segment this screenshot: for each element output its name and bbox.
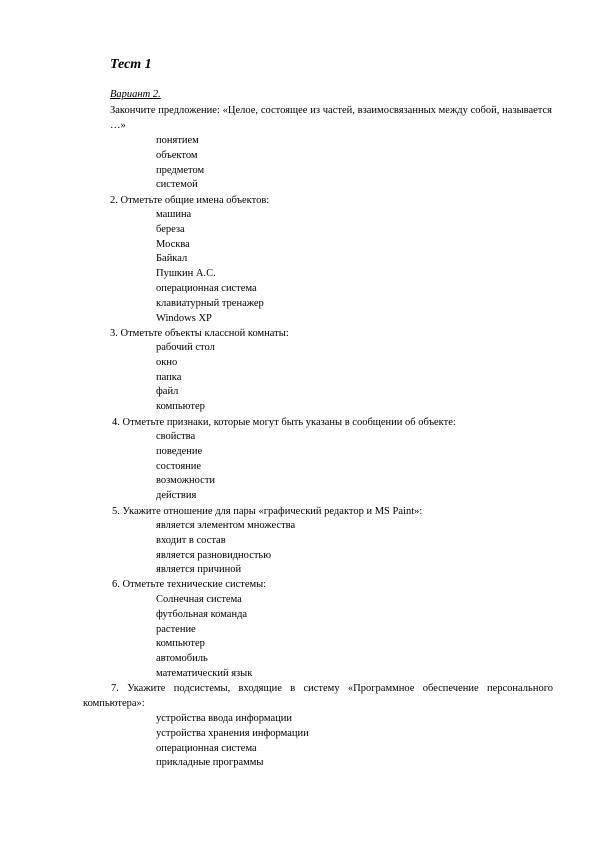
answer-option [139, 237, 190, 252]
answer-option [139, 429, 195, 444]
answer-option-label: Windows XP [156, 312, 212, 324]
answer-option-label: автомобиль [156, 653, 208, 665]
answer-option-label: входит в состав [156, 534, 226, 546]
answer-option [139, 622, 196, 637]
answer-option [139, 607, 247, 622]
variant-label: Вариант 2. [110, 89, 161, 100]
answer-option [139, 562, 241, 577]
answer-option-label: системой [156, 179, 198, 191]
answer-option-label: футбольная команда [156, 608, 248, 620]
answer-option [139, 281, 257, 296]
answer-option-label: машина [156, 209, 192, 220]
answer-option [139, 726, 309, 741]
answer-option-label: является элементом множества [156, 520, 296, 531]
answer-option-label: Солнечная система [156, 594, 242, 605]
answer-option [139, 207, 191, 222]
page-title: Тест 1 [110, 57, 152, 72]
answer-option [139, 384, 178, 399]
answer-option [139, 636, 205, 651]
answer-option-label: операционная система [156, 283, 257, 294]
question-4-text: 4. Отметьте признаки, которые могут быть указаны в сообщении об объекте: [112, 417, 456, 428]
answer-option [139, 488, 196, 503]
answer-option-label: береза [156, 223, 185, 235]
answer-option [139, 533, 226, 548]
answer-option [139, 548, 271, 563]
answer-option [139, 340, 215, 355]
answer-option-label: предметом [156, 164, 205, 176]
answer-option [139, 711, 292, 726]
answer-option-label: свойства [156, 431, 196, 442]
answer-option [139, 741, 257, 756]
answer-option-label: поведение [156, 445, 203, 457]
answer-option [139, 518, 295, 533]
question-3-text: 3. Отметьте объекты классной комнаты: [110, 328, 289, 339]
question-5-text: 5. Укажите отношение для пары «графический редактор и MS Paint»: [112, 506, 423, 517]
question-1-text: Закончите предложение: «Целое, состоящее из частей, взаимосвязанных между собой, называется …» [110, 105, 552, 131]
answer-option [139, 177, 198, 192]
answer-option [139, 755, 263, 770]
answer-option-label: Москва [156, 238, 190, 250]
answer-option [139, 222, 185, 237]
answer-option [139, 370, 181, 385]
answer-option-label: растение [156, 623, 196, 635]
answer-option [139, 148, 198, 163]
answer-option-label: Байкал [156, 253, 188, 265]
answer-option [139, 444, 202, 459]
answer-option [139, 311, 212, 326]
answer-option-label: является причиной [156, 564, 242, 576]
answer-option-label: математический язык [156, 668, 253, 679]
answer-option-label: устройства хранения информации [156, 727, 309, 739]
answer-option-label: является разновидностью [156, 549, 272, 561]
answer-option-label: компьютер [156, 401, 205, 413]
answer-option [139, 666, 252, 681]
answer-option-label: окно [156, 356, 178, 368]
answer-option-label: устройства ввода информации [156, 713, 292, 724]
answer-option [139, 459, 201, 474]
answer-option [139, 651, 208, 666]
answer-option-label: понятием [156, 135, 199, 146]
answer-option [139, 251, 187, 266]
answer-option-label: операционная система [156, 742, 257, 754]
answer-option-label: компьютер [156, 638, 205, 650]
answer-option-label: прикладные программы [156, 757, 264, 769]
answer-option [139, 592, 242, 607]
question-7-text: 7. Укажите подсистемы, входящие в систему «Программное обеспечение персонального компьютера»: [83, 683, 553, 709]
answer-option-label: рабочий стол [156, 342, 215, 353]
answer-option [139, 355, 177, 370]
answer-option-label: Пушкин А.С. [156, 268, 216, 280]
answer-option-label: возможности [156, 475, 216, 487]
answer-option-label: действия [156, 490, 197, 502]
answer-option-label: клавиатурный тренажер [156, 297, 264, 309]
question-6-text: 6. Отметьте технические системы: [112, 579, 267, 590]
answer-option [139, 473, 215, 488]
answer-option-label: папка [156, 371, 182, 383]
answer-option-label: объектом [156, 149, 198, 161]
answer-option [139, 399, 205, 414]
answer-option [139, 296, 264, 311]
answer-option-label: файл [156, 386, 179, 398]
answer-option-label: состояние [156, 460, 202, 472]
question-2-text: 2. Отметьте общие имена объектов: [110, 195, 270, 206]
answer-option [139, 163, 204, 178]
answer-option [139, 266, 216, 281]
answer-option [139, 133, 199, 148]
